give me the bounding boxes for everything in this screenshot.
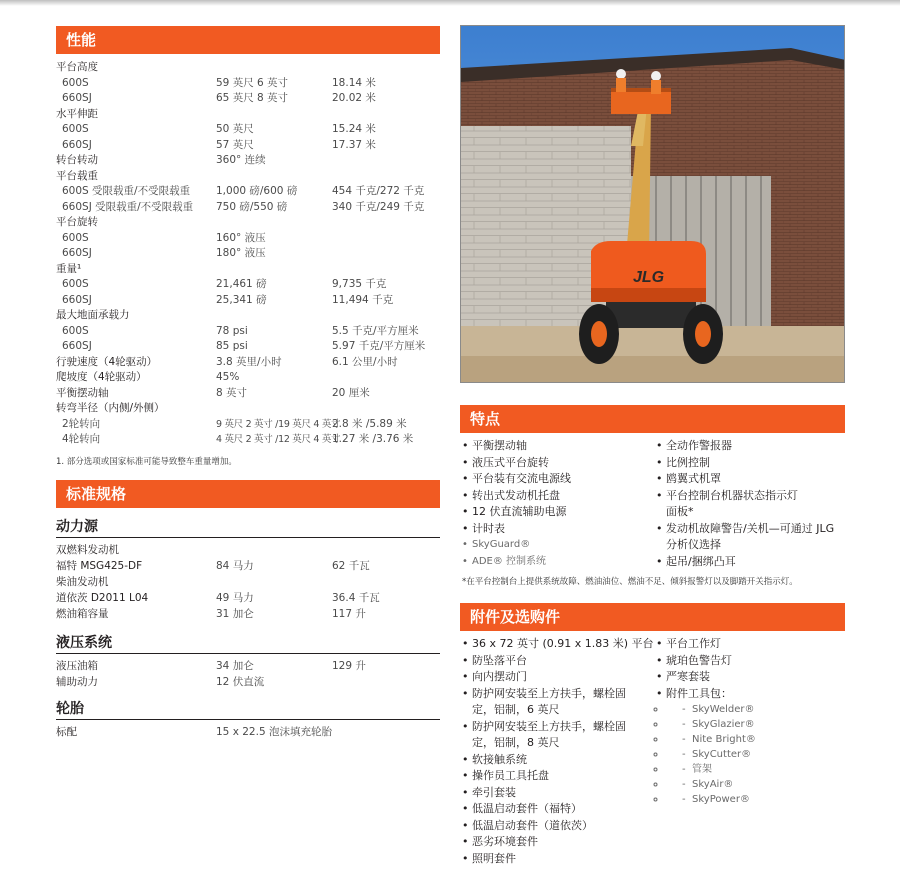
- tires-heading: 轮胎: [56, 698, 440, 720]
- perf-imperial: 59 英尺 6 英寸: [216, 76, 289, 89]
- section-bar-features: [460, 405, 845, 433]
- perf-row: [56, 262, 440, 278]
- spec-label: 柴油发动机: [56, 576, 109, 588]
- perf-imperial: 50 英尺: [216, 123, 254, 135]
- section-title-standard-specs: 标准规格: [66, 485, 127, 503]
- list-item: • 恶劣环境套件: [462, 834, 654, 851]
- perf-row: [56, 153, 440, 169]
- list-item: • 软接触系统: [462, 752, 654, 769]
- performance-table: [56, 60, 440, 448]
- list-item: • 平台控制台机器状态指示灯: [656, 488, 834, 505]
- perf-label: 600S: [62, 231, 89, 244]
- options-list-left: [462, 636, 654, 867]
- toolkit-item: - ◦ SkyGlazier®: [666, 717, 756, 732]
- perf-label: 600S: [62, 324, 89, 337]
- spec-hydraulic: [56, 632, 440, 690]
- spec-label: 福特 MSG425-DF: [56, 560, 143, 572]
- perf-label: 最大地面承载力: [56, 309, 130, 321]
- list-item: • 平台装有交流电源线: [462, 471, 571, 488]
- spec-metric: 36.4 千瓦: [332, 592, 380, 604]
- perf-label: 600S: [62, 278, 89, 290]
- perf-label: 660SJ: [62, 293, 92, 306]
- power-heading: 动力源: [56, 516, 440, 538]
- spec-metric: 62 千瓦: [332, 560, 370, 572]
- perf-imperial: 65 英尺 8 英寸: [216, 92, 289, 104]
- spec-imperial: 12 伏直流: [216, 676, 265, 688]
- list-item: • 琥珀色警告灯: [656, 653, 756, 670]
- perf-metric: 340 千克/249 千克: [332, 200, 425, 213]
- perf-row: [56, 231, 440, 247]
- perf-row: [56, 169, 440, 185]
- top-rule: [0, 0, 900, 6]
- perf-imperial: 8 英寸: [216, 386, 248, 399]
- toolkit-item: - ◦ SkyWelder®: [666, 702, 756, 717]
- perf-row: [56, 200, 440, 216]
- list-item: 定，铝制，8 英尺: [472, 736, 560, 749]
- spec-imperial: 31 加仑: [216, 608, 254, 620]
- perf-imperial: 45%: [216, 371, 240, 383]
- perf-row: [56, 432, 440, 448]
- perf-metric: 5.97 千克/平方厘米: [332, 340, 426, 352]
- list-item: • 比例控制: [656, 455, 834, 472]
- perf-row: [56, 308, 440, 324]
- toolkit-item: - ◦ 管架: [666, 762, 756, 777]
- spec-label: 双燃料发动机: [56, 544, 119, 556]
- spec-label: 标配: [56, 726, 77, 738]
- spec-label: 燃油箱容量: [56, 608, 109, 620]
- perf-imperial: 85 psi: [216, 340, 248, 352]
- toolkit-item: - ◦ SkyPower®: [666, 792, 756, 807]
- list-item: • 鸥翼式机罩: [656, 471, 834, 488]
- spec-metric: 117 升: [332, 608, 366, 620]
- section-bar-options: [460, 603, 845, 631]
- weight-footnote: 1. 部分选项或国家标准可能导致整车重量增加。: [56, 457, 237, 467]
- perf-imperial: 1,000 磅/600 磅: [216, 185, 298, 197]
- jlg-brand: JLG: [633, 269, 665, 286]
- perf-metric: 20 厘米: [332, 386, 370, 399]
- spec-row: [56, 658, 440, 674]
- section-title-performance: 性能: [66, 31, 97, 49]
- perf-row: [56, 386, 440, 402]
- toolkit-item: - ◦ SkyCutter®: [666, 747, 756, 762]
- perf-metric: 11,494 千克: [332, 293, 394, 306]
- perf-label: 行驶速度（4轮驱动）: [56, 355, 158, 368]
- list-item: • ADE® 控制系统: [462, 554, 571, 571]
- list-item: • 12 伏直流辅助电源: [462, 504, 571, 521]
- spec-imperial: 34 加仑: [216, 660, 254, 672]
- spec-row: [56, 542, 440, 558]
- perf-imperial: 750 磅/550 磅: [216, 200, 288, 213]
- perf-label: 600S: [62, 76, 89, 89]
- perf-row: [56, 401, 440, 417]
- perf-imperial: 4 英尺 2 英寸 /12 英尺 4 英寸: [216, 434, 341, 445]
- perf-imperial: 160° 液压: [216, 231, 266, 244]
- perf-metric: 15.24 米: [332, 123, 376, 135]
- spec-row: [56, 590, 440, 606]
- perf-label: 平台载重: [56, 169, 98, 182]
- list-item: • 低温启动套件（道依茨）: [462, 818, 654, 835]
- list-item: • 全动作警报器: [656, 438, 834, 455]
- list-item: • 牵引套装: [462, 785, 654, 802]
- perf-label: 平台高度: [56, 61, 98, 73]
- perf-label: 660SJ: [62, 340, 92, 352]
- perf-metric: 6.1 公里/小时: [332, 355, 398, 368]
- perf-label: 转台转动: [56, 154, 98, 166]
- list-item: • 操作员工具托盘: [462, 768, 654, 785]
- section-bar-standard-specs: [56, 480, 440, 508]
- spec-metric: 129 升: [332, 660, 366, 672]
- list-item: • 防护网安装至上方扶手，螺栓固: [462, 686, 654, 703]
- perf-imperial: 180° 液压: [216, 247, 266, 259]
- perf-row: [56, 370, 440, 386]
- perf-label: 660SJ: [62, 138, 92, 151]
- perf-metric: 20.02 米: [332, 92, 376, 104]
- list-item: • 照明套件: [462, 851, 654, 868]
- list-item: 分析仪选择: [666, 538, 721, 551]
- perf-metric: 5.5 千克/平方厘米: [332, 324, 419, 337]
- list-item: • 向内摆动门: [462, 669, 654, 686]
- perf-row: [56, 184, 440, 200]
- perf-label: 600S 受限载重/不受限载重: [62, 185, 191, 197]
- perf-label: 660SJ: [62, 92, 92, 104]
- spec-label: 辅助动力: [56, 676, 98, 688]
- perf-metric: 9,735 千克: [332, 278, 387, 290]
- perf-label: 平台旋转: [56, 216, 98, 228]
- spec-row: [56, 674, 440, 690]
- toolkit-item: - ◦ SkyAir®: [666, 777, 756, 792]
- list-item: • 36 x 72 英寸 (0.91 x 1.83 米) 平台: [462, 636, 654, 653]
- perf-metric: 1.27 米 /3.76 米: [332, 433, 414, 445]
- perf-metric: 18.14 米: [332, 76, 376, 89]
- perf-row: [56, 107, 440, 123]
- list-item: • SkyGuard®: [462, 537, 571, 554]
- perf-row: [56, 60, 440, 76]
- perf-row: [56, 417, 440, 433]
- perf-label: 660SJ: [62, 247, 92, 259]
- list-item: 定，铝制，6 英尺: [472, 703, 560, 716]
- spec-imperial: 84 马力: [216, 560, 254, 572]
- perf-metric: 17.37 米: [332, 138, 376, 151]
- perf-label: 水平伸距: [56, 107, 98, 120]
- toolkit-item: - ◦ Nite Bright®: [666, 732, 756, 747]
- list-item: • 附件工具包：: [656, 686, 756, 703]
- perf-imperial: 57 英尺: [216, 138, 254, 151]
- spec-label: 液压油箱: [56, 660, 98, 672]
- section-title-features: 特点: [470, 410, 501, 428]
- spec-tires: [56, 698, 440, 740]
- perf-label: 4轮转向: [62, 433, 101, 445]
- spec-row: [56, 574, 440, 590]
- perf-imperial: 9 英尺 2 英寸 /19 英尺 4 英寸: [216, 418, 341, 430]
- perf-row: [56, 91, 440, 107]
- perf-imperial: 3.8 英里/小时: [216, 355, 282, 368]
- list-item: • 低温启动套件（福特）: [462, 801, 654, 818]
- perf-imperial: 25,341 磅: [216, 293, 267, 306]
- perf-label: 平衡摆动轴: [56, 386, 109, 399]
- perf-imperial: 21,461 磅: [216, 278, 267, 290]
- perf-row: [56, 339, 440, 355]
- features-note: *在平台控制台上提供系统故障、燃油油位、燃油不足、倾斜报警灯以及脚踏开关指示灯。: [462, 577, 798, 587]
- perf-row: [56, 122, 440, 138]
- features-list-left: [462, 438, 571, 570]
- section-bar-performance: [56, 26, 440, 54]
- spec-row: [56, 724, 440, 740]
- options-list-right: [656, 636, 756, 807]
- perf-row: [56, 355, 440, 371]
- perf-label: 660SJ 受限载重/不受限载重: [62, 200, 194, 213]
- spec-imperial: 49 马力: [216, 592, 254, 604]
- list-item: • 平台工作灯: [656, 636, 756, 653]
- perf-imperial: 360° 连续: [216, 154, 266, 166]
- spec-row: [56, 606, 440, 622]
- list-item: 面板*: [666, 505, 694, 518]
- list-item: • 防护网安装至上方扶手，螺栓固: [462, 719, 654, 736]
- spec-imperial: 15 x 22.5 泡沫填充轮胎: [216, 726, 332, 738]
- toolkit-list: [666, 702, 756, 807]
- spec-row: [56, 558, 440, 574]
- spec-label: 道依茨 D2011 L04: [56, 592, 149, 604]
- spec-power: [56, 516, 440, 622]
- perf-row: [56, 215, 440, 231]
- perf-row: [56, 277, 440, 293]
- list-item: • 起吊/捆绑凸耳: [656, 554, 834, 571]
- perf-label: 2轮转向: [62, 417, 101, 430]
- perf-row: [56, 76, 440, 92]
- toolkit-group: [656, 702, 756, 807]
- features-list-right: [656, 438, 834, 570]
- list-item: • 液压式平台旋转: [462, 455, 571, 472]
- perf-label: 重量¹: [56, 262, 82, 275]
- boom-lift-illustration: [461, 26, 845, 383]
- perf-metric: 2.8 米 /5.89 米: [332, 417, 407, 430]
- perf-label: 600S: [62, 123, 89, 135]
- perf-label: 爬坡度（4轮驱动）: [56, 371, 147, 383]
- perf-metric: 454 千克/272 千克: [332, 185, 425, 197]
- perf-label: 转弯半径（内侧/外侧）: [56, 402, 165, 414]
- list-item: • 防坠落平台: [462, 653, 654, 670]
- perf-row: [56, 246, 440, 262]
- perf-row: [56, 138, 440, 154]
- list-item: • 平衡摆动轴: [462, 438, 571, 455]
- list-item: • 计时表: [462, 521, 571, 538]
- boom-lift-photo: [460, 25, 845, 383]
- perf-row: [56, 324, 440, 340]
- section-title-options: 附件及选购件: [470, 608, 561, 626]
- list-item: • 严寒套装: [656, 669, 756, 686]
- list-item: • 转出式发动机托盘: [462, 488, 571, 505]
- perf-imperial: 78 psi: [216, 324, 248, 337]
- list-item: • 发动机故障警告/关机—可通过 JLG: [656, 521, 834, 538]
- hydraulic-heading: 液压系统: [56, 632, 440, 654]
- perf-row: [56, 293, 440, 309]
